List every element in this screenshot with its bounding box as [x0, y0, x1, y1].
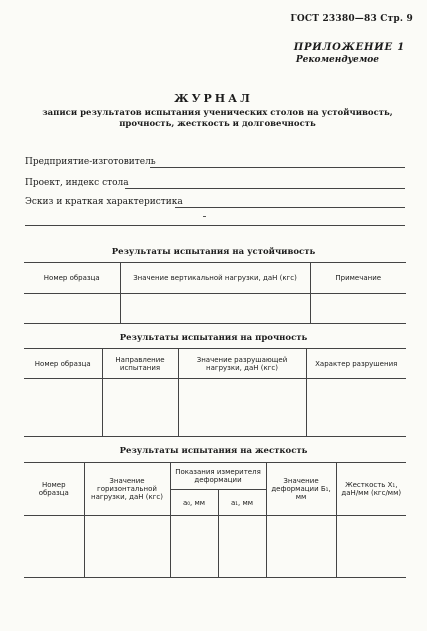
stability-col-note: Примечание [310, 263, 406, 294]
stability-col-number: Номер образца [24, 263, 120, 294]
manufacturer-line [150, 167, 405, 168]
stiffness-col-number: Номер образца [24, 463, 84, 516]
stiffness-col-load: Значение горизонтальной нагрузки, даН (кгс) [84, 463, 170, 516]
stability-heading: Результаты испытания на устойчивость [111, 247, 316, 257]
stiffness-col-meter: Показания измерителя деформации [170, 463, 266, 490]
strength-table [24, 348, 406, 437]
stability-table [24, 262, 406, 324]
table-cell [310, 294, 406, 324]
strength-heading: Результаты испытания на прочность [119, 333, 308, 343]
recommended-label: Рекомендуемое [295, 55, 379, 65]
table-cell [170, 516, 218, 578]
subtitle-line-1: записи результатов испытания ученических столов на устойчивость, [42, 108, 393, 118]
stiffness-col-deformation: Значение деформации Б₁, мм [266, 463, 336, 516]
stiffness-col-a1: a₁, мм [218, 490, 266, 516]
journal-subtitle [30, 108, 405, 130]
stiffness-heading: Результаты испытания на жесткость [119, 446, 308, 456]
subtitle-line-2: прочность, жесткость и долговечность [119, 119, 316, 129]
strength-col-direction: Направление испытания [102, 349, 178, 379]
project-label: Проект, индекс стола [25, 178, 129, 188]
journal-title: ЖУРНАЛ [174, 92, 253, 105]
table-cell [120, 294, 310, 324]
table-cell [24, 294, 120, 324]
appendix-label: ПРИЛОЖЕНИЕ 1 [293, 42, 405, 53]
sketch-label: Эскиз и краткая характеристика [25, 197, 183, 207]
table-cell [266, 516, 336, 578]
table-cell [306, 379, 406, 437]
sketch-mark [203, 216, 206, 217]
table-row [24, 379, 406, 437]
stiffness-col-stiffness: Жесткость X₁, даН/мм (кгс/мм) [336, 463, 406, 516]
table-cell [24, 516, 84, 578]
table-cell [24, 379, 102, 437]
strength-col-character: Характер разрушения [306, 349, 406, 379]
table-row [24, 294, 406, 324]
stiffness-col-a0: a₀, мм [170, 490, 218, 516]
strength-col-number: Номер образца [24, 349, 102, 379]
table-cell [84, 516, 170, 578]
stability-col-load: Значение вертикальной нагрузки, даН (кгс) [120, 263, 310, 294]
page-header: ГОСТ 23380—83 Стр. 9 [290, 14, 413, 24]
table-cell [102, 379, 178, 437]
strength-col-load: Значение разрушающей нагрузки, даН (кгс) [178, 349, 306, 379]
table-cell [218, 516, 266, 578]
manufacturer-label: Предприятие-изготовитель [25, 157, 156, 167]
sketch-line-1 [175, 207, 405, 208]
stiffness-table [24, 462, 406, 578]
project-line [125, 188, 405, 189]
table-cell [336, 516, 406, 578]
table-row [24, 516, 406, 578]
table-cell [178, 379, 306, 437]
sketch-line-2 [25, 225, 405, 226]
